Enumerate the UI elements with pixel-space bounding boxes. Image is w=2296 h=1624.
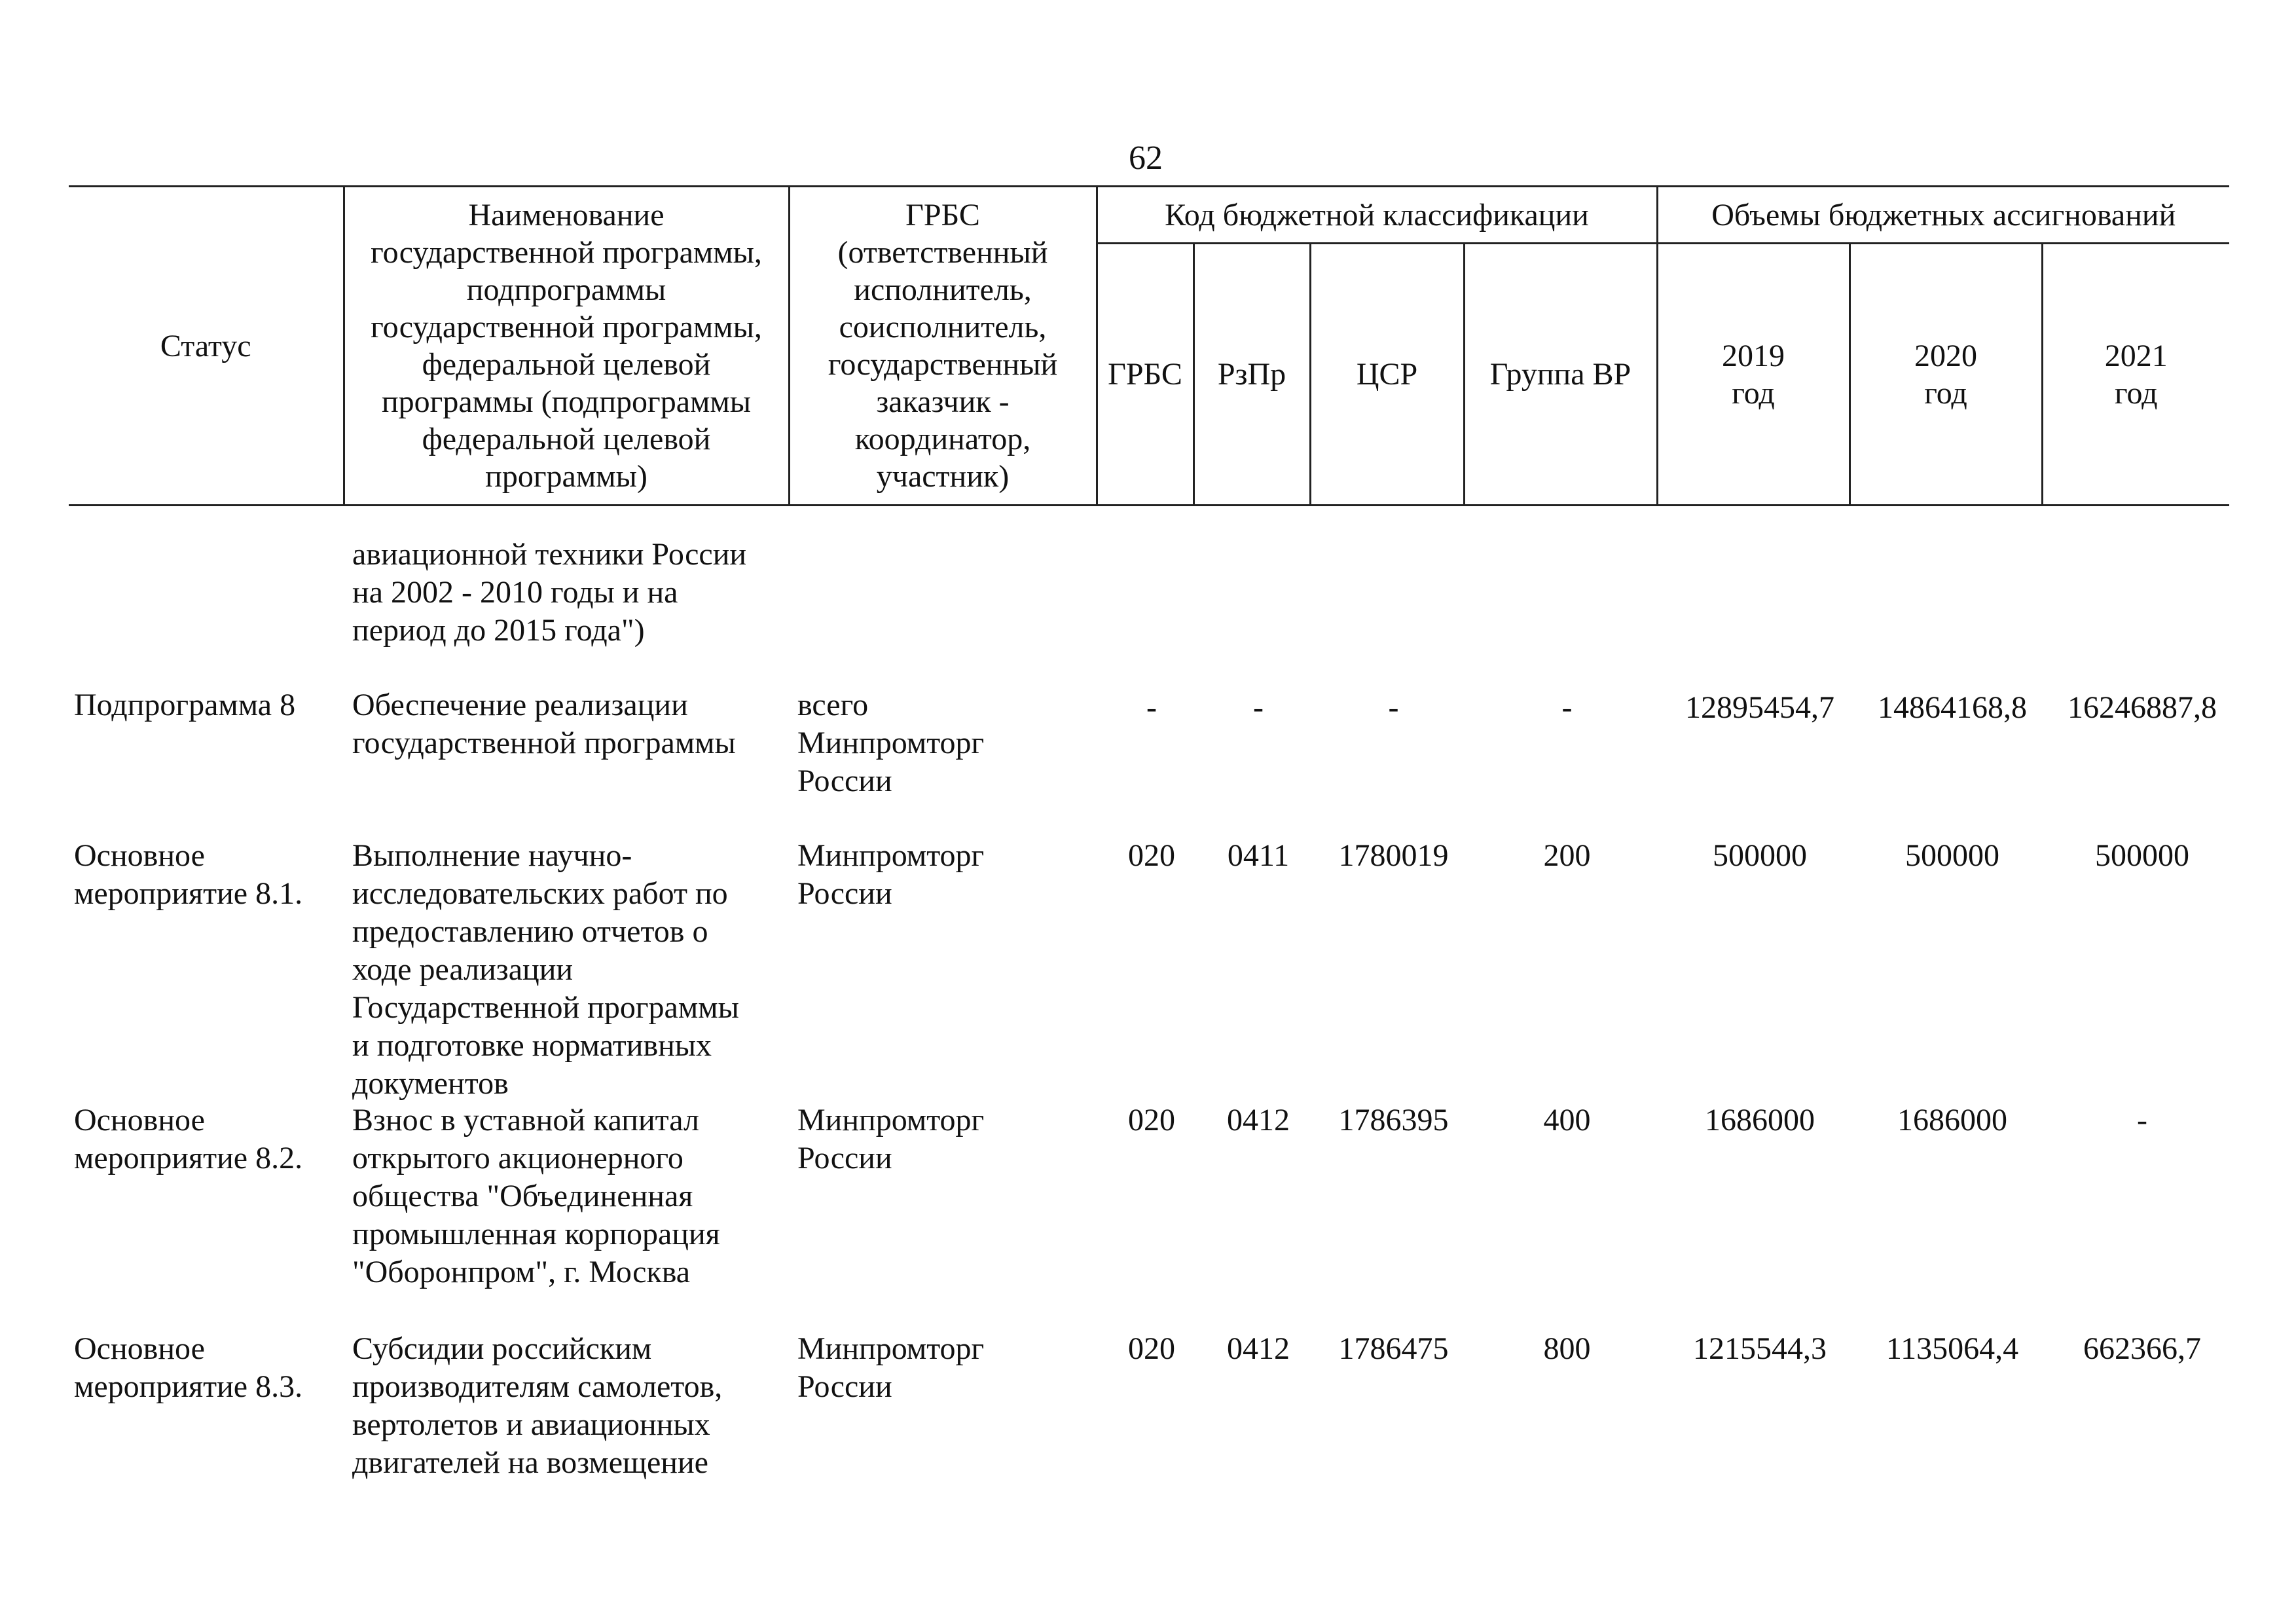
row-4-csr: 1786475 (1338, 1331, 1449, 1366)
row-1-code-grbs: - (1146, 690, 1157, 725)
row-1-y2019: 12895454,7 (1685, 690, 1834, 725)
page-number: 62 (1129, 139, 1163, 177)
row-3-code-grbs: 020 (1128, 1103, 1175, 1137)
row-3-rzpr: 0412 (1227, 1103, 1290, 1137)
row-1-csr: - (1388, 690, 1399, 725)
header-code-grbs: ГРБС (1097, 244, 1194, 506)
row-2-name: Выполнение научно- исследовательских работ по предоставлению отчетов о ходе реализации Государственной программы и подготовке нормативных документов (352, 838, 739, 1101)
row-3-y2019: 1686000 (1705, 1103, 1815, 1137)
row-2-status: Основное мероприятие 8.1. (74, 838, 303, 911)
row-3-name: Взнос в уставной капитал открытого акционерного общества "Объединенная промышленная корпорация "Оборонпром", г. Москва (352, 1103, 720, 1289)
row-4-y2020: 1135064,4 (1886, 1331, 2019, 1366)
row-1-rzpr: - (1253, 690, 1264, 725)
row-1-status: Подпрограмма 8 (74, 688, 296, 722)
header-year-2019: 2019 год (1657, 244, 1850, 506)
row-1-y2020: 14864168,8 (1878, 690, 2027, 725)
row-4-y2019: 1215544,3 (1693, 1331, 1827, 1366)
row-3-grbs: Минпромторг России (797, 1103, 985, 1175)
row-2-y2021: 500000 (2095, 838, 2189, 873)
header-code-rzpr: РзПр (1194, 244, 1310, 506)
row-3-csr: 1786395 (1338, 1103, 1449, 1137)
row-4-code-grbs: 020 (1128, 1331, 1175, 1366)
row-2-code-grbs: 020 (1128, 838, 1175, 873)
header-volume-group: Объемы бюджетных ассигнований (1657, 187, 2229, 244)
header-code-group: Код бюджетной классификации (1097, 187, 1657, 244)
header-year-2020: 2020 год (1850, 244, 2042, 506)
row-1-grbs: всего Минпромторг России (797, 688, 985, 798)
row-2-y2020: 500000 (1905, 838, 1999, 873)
header-code-csr: ЦСР (1310, 244, 1464, 506)
row-4-vr: 800 (1543, 1331, 1591, 1366)
row-2-y2019: 500000 (1713, 838, 1807, 873)
row-1-y2021: 16246887,8 (2068, 690, 2217, 725)
row-3-status: Основное мероприятие 8.2. (74, 1103, 303, 1175)
row-3-y2020: 1686000 (1897, 1103, 2007, 1137)
row-1-name: Обеспечение реализации государственной программы (352, 688, 736, 760)
header-status: Статус (69, 187, 344, 506)
header-name: Наименование государственной программы, подпрограммы государственной программы, федеральной целевой программы (подпрограммы федеральной целевой программы) (344, 187, 789, 506)
row-2-rzpr: 0411 (1227, 838, 1290, 873)
row-4-grbs: Минпромторг России (797, 1331, 985, 1404)
row-3-vr: 400 (1543, 1103, 1591, 1137)
row-3-y2021: - (2137, 1103, 2147, 1137)
row-0-name: авиационной техники России на 2002 - 2010 годы и на период до 2015 года") (352, 537, 747, 648)
row-2-grbs: Минпромторг России (797, 838, 985, 911)
header-grbs: ГРБС (ответственный исполнитель, соисполнитель, государственный заказчик - координатор, участник) (789, 187, 1097, 506)
table-header (69, 185, 2229, 506)
row-1-vr: - (1561, 690, 1573, 725)
row-4-name: Субсидии российским производителям самолетов, вертолетов и авиационных двигателей на возмещение (352, 1331, 723, 1480)
row-4-status: Основное мероприятие 8.3. (74, 1331, 303, 1404)
header-code-vr: Группа ВР (1464, 244, 1657, 506)
row-4-y2021: 662366,7 (2083, 1331, 2201, 1366)
row-2-csr: 1780019 (1338, 838, 1449, 873)
row-2-vr: 200 (1543, 838, 1591, 873)
row-4-rzpr: 0412 (1227, 1331, 1290, 1366)
header-year-2021: 2021 год (2042, 244, 2229, 506)
